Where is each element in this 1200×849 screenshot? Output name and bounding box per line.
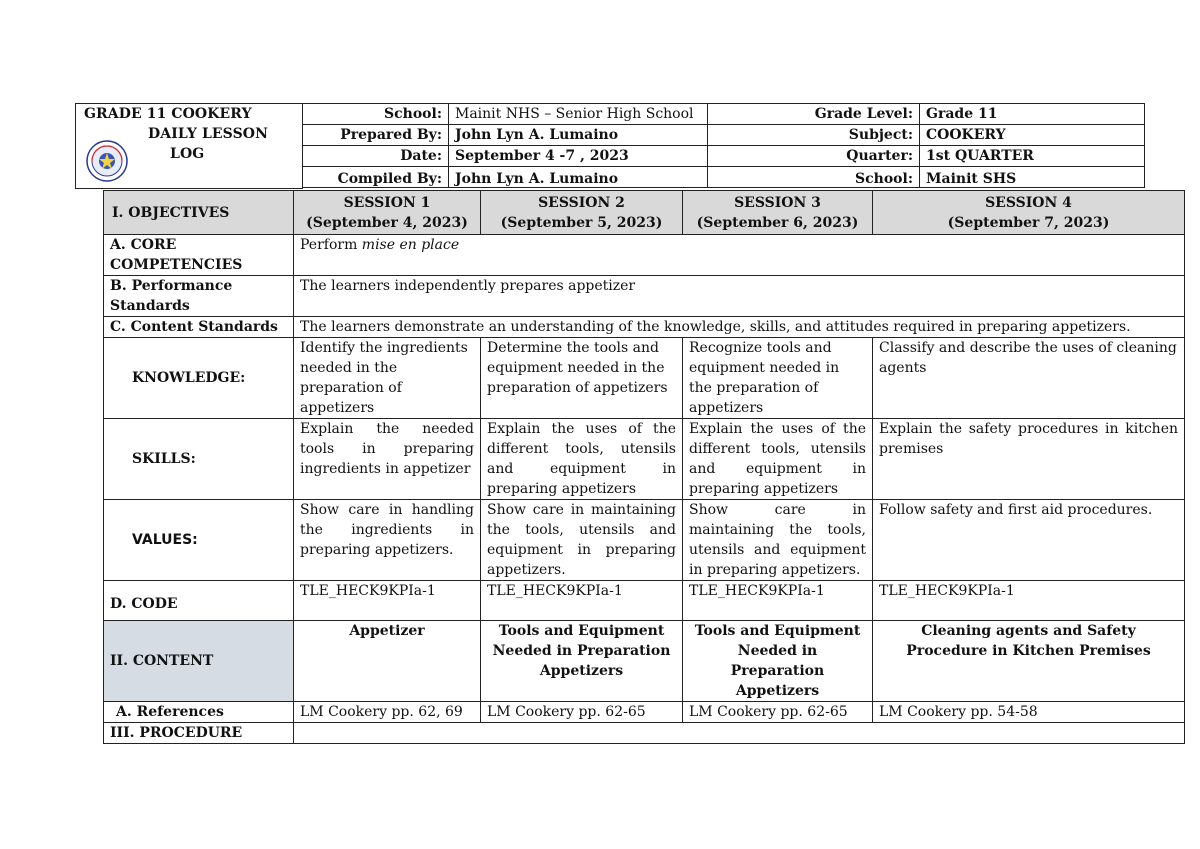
- knowledge-cell-4: Classify and describe the uses of cleaning agents: [873, 338, 1185, 419]
- session-1-date: (September 4, 2023): [306, 214, 468, 231]
- compiled-by-value: John Lyn A. Lumaino: [449, 167, 708, 188]
- content-label: II. CONTENT: [104, 621, 294, 702]
- header-row-prepared: [303, 125, 1145, 146]
- header-row-date: [303, 146, 1145, 167]
- skills-cell-3: Explain the uses of the different tools, utensils and equipment in preparing appetizers: [683, 419, 873, 500]
- references-row: [104, 702, 1185, 723]
- session-4-name: SESSION 4: [985, 194, 1072, 211]
- grade-level-label: Grade Level:: [708, 104, 920, 125]
- values-cell-3: Show care in maintaining the tools, utensils and equipment in preparing appetizers.: [683, 500, 873, 581]
- values-label: VALUES:: [132, 532, 198, 548]
- references-label: A. References: [104, 702, 294, 723]
- session-4-date: (September 7, 2023): [947, 214, 1110, 231]
- school-label: School:: [303, 104, 449, 125]
- references-cell-3: LM Cookery pp. 62-65: [683, 702, 873, 723]
- session-3-name: SESSION 3: [734, 194, 821, 211]
- prepared-by-value: John Lyn A. Lumaino: [449, 125, 708, 146]
- subject-label: Subject:: [708, 125, 920, 146]
- procedure-row: [104, 723, 1185, 744]
- lesson-plan-table: [103, 190, 1185, 744]
- header-row-compiled: [303, 167, 1145, 188]
- skills-cell-1: Explain the needed tools in preparing ingredients in appetizer: [294, 419, 481, 500]
- compiled-by-label: Compiled By:: [303, 167, 449, 188]
- content-row: [104, 621, 1185, 702]
- references-cell-1: LM Cookery pp. 62, 69: [294, 702, 481, 723]
- values-cell-1: Show care in handling the ingredients in preparing appetizers.: [294, 500, 481, 581]
- header-row-school: [303, 104, 1145, 125]
- code-row: [104, 581, 1185, 621]
- grade-level-value: Grade 11: [920, 104, 1145, 125]
- prepared-by-label: Prepared By:: [303, 125, 449, 146]
- references-cell-4: LM Cookery pp. 54-58: [873, 702, 1185, 723]
- code-cell-2: TLE_HECK9KPIa-1: [481, 581, 683, 621]
- school2-value: Mainit SHS: [920, 167, 1145, 188]
- skills-cell-4: Explain the safety procedures in kitchen premises: [873, 419, 1185, 500]
- references-cell-2: LM Cookery pp. 62-65: [481, 702, 683, 723]
- knowledge-row: [104, 338, 1185, 419]
- content-cell-2: Tools and Equipment Needed in Preparation Appetizers: [481, 621, 683, 702]
- core-competencies-prefix: Perform: [300, 237, 362, 253]
- deped-seal-icon: [86, 140, 128, 182]
- title-line-1: GRADE 11 COOKERY: [84, 106, 252, 122]
- objectives-label: I. OBJECTIVES: [104, 191, 294, 235]
- session-1-header: [294, 191, 481, 235]
- knowledge-cell-1: Identify the ingredients needed in the preparation of appetizers: [294, 338, 481, 419]
- code-cell-4: TLE_HECK9KPIa-1: [873, 581, 1185, 621]
- session-2-date: (September 5, 2023): [500, 214, 663, 231]
- skills-label: SKILLS:: [104, 419, 294, 500]
- subject-value: COOKERY: [920, 125, 1145, 146]
- content-cell-3: Tools and Equipment Needed in Preparation Appetizers: [683, 621, 873, 702]
- code-cell-1: TLE_HECK9KPIa-1: [294, 581, 481, 621]
- session-3-date: (September 6, 2023): [696, 214, 859, 231]
- content-standards-value: The learners demonstrate an understanding of the knowledge, skills, and attitudes required in preparing appetizers.: [294, 317, 1185, 338]
- skills-cell-2: Explain the uses of the different tools, utensils and equipment in preparing appetizers: [481, 419, 683, 500]
- core-competencies-value: [294, 235, 1185, 276]
- knowledge-label: KNOWLEDGE:: [104, 338, 294, 419]
- core-competencies-label: A. CORE COMPETENCIES: [104, 235, 294, 276]
- title-line-3: LOG: [170, 146, 205, 162]
- date-value: September 4 -7 , 2023: [449, 146, 708, 167]
- code-cell-3: TLE_HECK9KPIa-1: [683, 581, 873, 621]
- session-3-header: [683, 191, 873, 235]
- procedure-label: III. PROCEDURE: [104, 723, 294, 744]
- content-standards-label: C. Content Standards: [104, 317, 294, 338]
- performance-standards-value: The learners independently prepares appetizer: [294, 276, 1185, 317]
- session-2-name: SESSION 2: [538, 194, 625, 211]
- values-cell-2: Show care in maintaining the tools, utensils and equipment in preparing appetizers.: [481, 500, 683, 581]
- procedure-value: [294, 723, 1185, 744]
- quarter-value: 1st QUARTER: [920, 146, 1145, 167]
- session-4-header: [873, 191, 1185, 235]
- values-label-cell: [104, 500, 294, 581]
- values-cell-4: Follow safety and first aid procedures.: [873, 500, 1185, 581]
- content-cell-1: Appetizer: [294, 621, 481, 702]
- objectives-header-row: [104, 191, 1185, 235]
- quarter-label: Quarter:: [708, 146, 920, 167]
- session-1-name: SESSION 1: [343, 194, 431, 211]
- title-line-2: DAILY LESSON: [148, 126, 268, 142]
- core-competencies-row: [104, 235, 1185, 276]
- performance-standards-label: B. Performance Standards: [104, 276, 294, 317]
- knowledge-cell-3: Recognize tools and equipment needed in the preparation of appetizers: [683, 338, 873, 419]
- values-row: [104, 500, 1185, 581]
- school-value: Mainit NHS – Senior High School: [449, 104, 708, 125]
- content-standards-row: [104, 317, 1185, 338]
- session-2-header: [481, 191, 683, 235]
- date-label: Date:: [303, 146, 449, 167]
- header-info-table: [302, 103, 1145, 188]
- content-cell-4: Cleaning agents and Safety Procedure in Kitchen Premises: [873, 621, 1185, 702]
- knowledge-cell-2: Determine the tools and equipment needed in the preparation of appetizers: [481, 338, 683, 419]
- core-competencies-italic: mise en place: [361, 237, 460, 253]
- performance-standards-row: [104, 276, 1185, 317]
- school2-label: School:: [708, 167, 920, 188]
- lesson-log-title-box: [75, 103, 303, 189]
- skills-row: [104, 419, 1185, 500]
- code-label: D. CODE: [104, 581, 294, 621]
